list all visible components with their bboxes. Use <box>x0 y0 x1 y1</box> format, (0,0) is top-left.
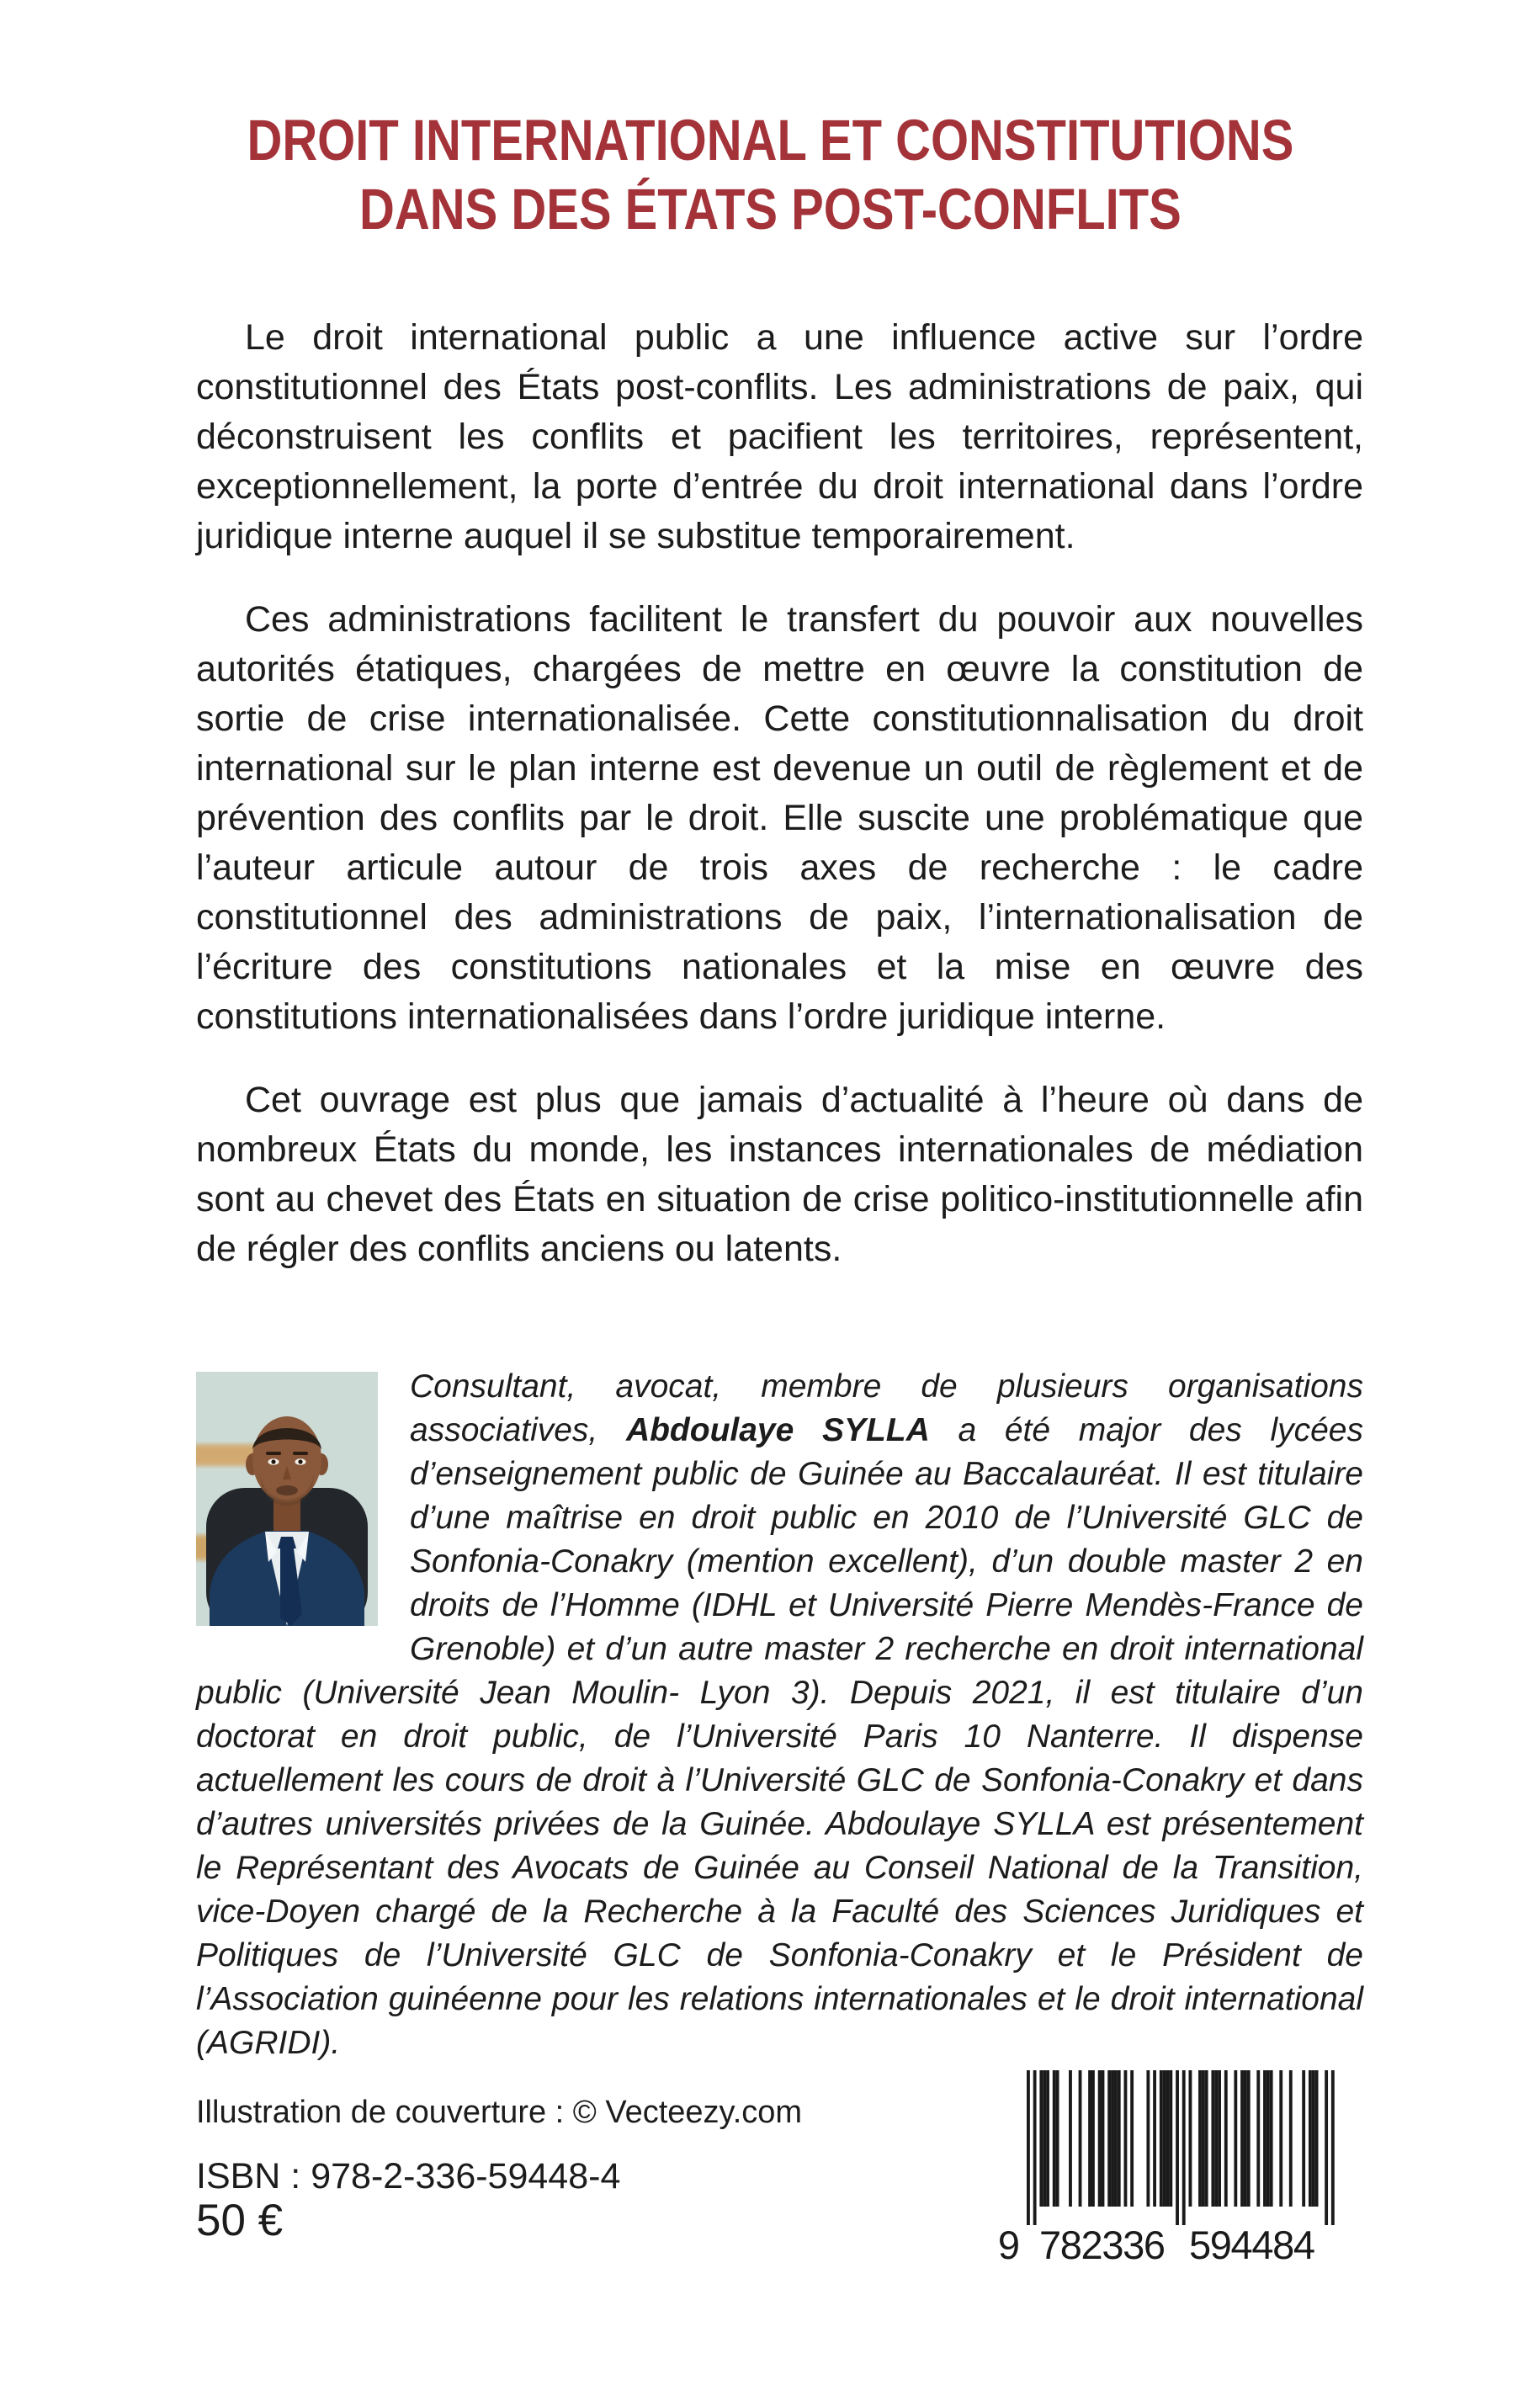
isbn-text: ISBN : 978-2-336-59448-4 <box>196 2156 621 2196</box>
barcode-bar <box>1279 2070 1282 2207</box>
barcode-bar <box>1153 2070 1156 2207</box>
barcode-bar <box>1039 2070 1043 2207</box>
barcode-bar <box>1182 2070 1186 2225</box>
book-title-line-1-text: DROIT INTERNATIONAL ET CONSTITUTIONS <box>247 108 1293 173</box>
barcode-bar <box>1118 2070 1121 2207</box>
book-title-line-2-text: DANS DES ÉTATS POST-CONFLITS <box>358 177 1182 242</box>
barcode-bar <box>1043 2070 1046 2207</box>
synopsis-paragraph-1: Le droit international public a une influence active sur l’ordre constitutionnel des États post-conflits. Les administrations de paix, qui déconstruisent les conflits et pacifient les territoires, représentent, exceptionnellement, la porte d’entrée du droit international dans l’ordre juridique interne auquel il se substitue temporairement. <box>196 317 1363 556</box>
synopsis-paragraph-2: Ces administrations facilitent le transfert du pouvoir aux nouvelles autorités étatiques, chargées de mettre en œuvre la constitution de sortie de crise internationalisée. Cette constitutionnalisation du droit international sur le plan interne est devenue un outil de règlement et de prévention des conflits par le droit. Elle suscite une problématique que l’auteur articule autour de trois axes de recherche : le cadre constitutionnel des administrations de paix, l’internationalisation de l’écriture des constitutions nationales et la mise en œuvre des constitutions internationalisées dans l’ordre juridique interne. <box>196 599 1363 1037</box>
barcode-bar <box>1056 2070 1059 2207</box>
barcode-bar <box>1312 2070 1315 2207</box>
barcode-bar <box>1176 2070 1179 2225</box>
barcode-bar <box>1247 2070 1251 2207</box>
barcode-bar <box>1198 2070 1202 2207</box>
barcode-bar <box>1124 2070 1128 2207</box>
barcode-bar <box>1214 2070 1218 2207</box>
barcode-bar <box>1033 2070 1037 2225</box>
barcode-bar <box>1302 2070 1305 2207</box>
barcode-bar <box>1309 2070 1312 2207</box>
barcode-bar <box>1069 2070 1072 2207</box>
barcode-bar <box>1256 2070 1260 2207</box>
barcode-bar <box>1325 2070 1328 2225</box>
barcode-bar <box>1169 2070 1172 2207</box>
ean13-barcode-graphic <box>991 2064 1362 2274</box>
pupil <box>298 1459 302 1463</box>
barcode-bar <box>1205 2070 1208 2207</box>
barcode-bar <box>1289 2070 1293 2207</box>
bio-text-after-name: a été major des lycées d’enseignement public de Guinée au Baccalauréat. Il est titulaire d’une maîtrise en droit public en 2010 de l’Université GLC de Sonfonia-Conakry (mention excellent), d’un double master 2 en droits de l’Homme (IDHL et Université Pierre Mendès-France de Grenoble) et d’un autre master 2 recherche en droit international public (Université Jean Moulin- Lyon 3). Depuis 2021, il est titulaire d’un doctorat en droit public, de l’Université Paris 10 Nanterre. Il dispense actuellement les cours de droit à l’Université GLC de Sonfonia-Conakry et dans d’autres universités privées de la Guinée. Abdoulaye SYLLA est présentement le Représentant des Avocats de Guinée au Conseil National de la Transition, vice-Doyen chargé de la Recherche à la Faculté des Sciences Juridiques et Politiques de l’Université GLC de Sonfonia-Conakry et le Président de l’Association guinéenne pour les relations internationales et le droit international (AGRIDI). <box>196 1412 1363 2061</box>
barcode-bar <box>1107 2070 1111 2207</box>
barcode-bar <box>1224 2070 1228 2207</box>
barcode-bar <box>1079 2070 1082 2207</box>
author-photo <box>196 1372 378 1626</box>
lips <box>276 1485 298 1495</box>
barcode-bar <box>1111 2070 1114 2207</box>
barcode-bar <box>1315 2070 1319 2207</box>
eyebrow <box>266 1452 281 1455</box>
synopsis-paragraph-3: Cet ouvrage est plus que jamais d’actualité à l’heure où dans de nombreux États du monde, les instances internationales de médiation sont au chevet des États en situation de crise politico-institutionnelle afin de régler des conflits anciens ou latents. <box>196 1080 1363 1269</box>
barcode-bar <box>1160 2070 1163 2207</box>
barcode-bar <box>1098 2070 1102 2207</box>
barcode-bar <box>1211 2070 1214 2207</box>
barcode-digits: 782336 <box>1039 2223 1166 2267</box>
barcode-digits: 9 <box>997 2223 1020 2267</box>
author-name: Abdoulaye SYLLA <box>625 1412 930 1448</box>
author-portrait-illustration <box>196 1372 378 1626</box>
barcode-bar <box>1240 2070 1244 2207</box>
barcode-bar <box>1270 2070 1273 2207</box>
barcode-bar <box>1114 2070 1118 2207</box>
synopsis <box>196 313 1363 1308</box>
barcode-bar <box>1189 2070 1192 2207</box>
barcode-bar <box>1046 2070 1049 2207</box>
barcode-bar <box>1218 2070 1221 2207</box>
barcode-bar <box>1130 2070 1134 2207</box>
barcode-bar <box>1244 2070 1247 2207</box>
barcode-bar <box>1267 2070 1270 2207</box>
barcode-bar <box>1163 2070 1166 2207</box>
barcode-bar <box>1263 2070 1267 2207</box>
bio-text-before-name: Consultant, avocat, membre de plusieurs organisations associatives, <box>410 1368 1363 1448</box>
barcode-digits: 594484 <box>1189 2223 1315 2267</box>
barcode-bar <box>1027 2070 1030 2225</box>
barcode-bar <box>1091 2070 1095 2207</box>
illustration-credit: Illustration de couverture : © Vecteezy.com <box>196 2095 803 2130</box>
book-title-line-1 <box>0 106 1540 175</box>
price-text: 50 € <box>196 2196 284 2245</box>
eyebrow <box>293 1452 308 1455</box>
barcode-bar <box>1331 2070 1335 2225</box>
barcode-bar <box>1102 2070 1105 2207</box>
barcode-bar <box>1053 2070 1056 2207</box>
barcode-bar <box>1166 2070 1170 2207</box>
barcode-bar <box>1202 2070 1205 2207</box>
book-title <box>0 106 1540 244</box>
barcode-bar <box>1234 2070 1237 2207</box>
barcode-bar <box>1088 2070 1091 2207</box>
author-bio <box>196 1365 1363 2065</box>
barcode-bar <box>1146 2070 1150 2207</box>
ean13-barcode <box>991 2064 1362 2274</box>
pupil <box>271 1459 275 1463</box>
book-title-line-2 <box>0 175 1540 244</box>
